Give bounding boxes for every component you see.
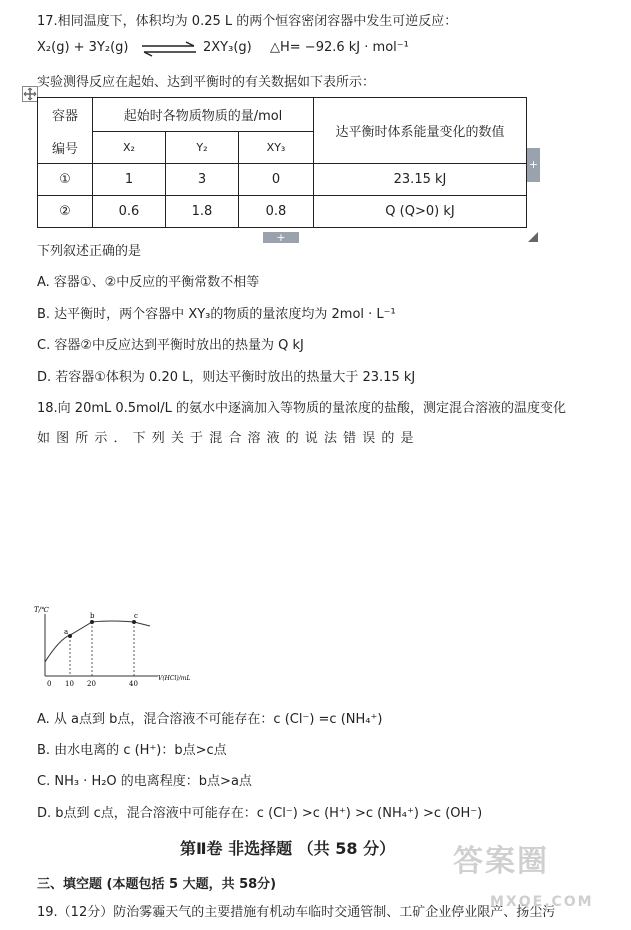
graph-label-a: a (64, 628, 69, 636)
q18-stem-line2: 如 图 所 示 ． 下 列 关 于 混 合 溶 液 的 说 法 错 误 的 是 (37, 431, 415, 446)
graph-xtick: 40 (129, 680, 138, 688)
table-row: ② 0.6 1.8 0.8 Q (Q>0) kJ (38, 196, 527, 228)
graph-label-c: c (134, 612, 138, 620)
equilibrium-arrow-icon (140, 42, 198, 56)
graph-ylabel: T/℃ (34, 606, 49, 614)
temperature-volume-graph (30, 602, 191, 690)
graph-point-c (132, 620, 136, 624)
q17-option-a: A. 容器①、②中反应的平衡常数不相等 (37, 275, 260, 290)
q17-intro: 实验测得反应在起始、达到平衡时的有关数据如下表所示： (37, 75, 376, 90)
q17-option-c: C. 容器②中反应达到平衡时放出的热量为 Q kJ (37, 338, 304, 353)
q17-option-b: B. 达平衡时，两个容器中 XY₃的物质的量浓度均为 2mol · L⁻¹ (37, 307, 396, 322)
table-add-column-button[interactable]: + (527, 148, 540, 182)
section2-title: 第Ⅱ卷 非选择题 （共 58 分） (180, 839, 396, 858)
graph-point-b (90, 620, 94, 624)
q17-enthalpy: △H= −92.6 kJ · mol⁻¹ (270, 40, 409, 55)
graph-xtick: 20 (87, 680, 96, 688)
graph-xtick: 0 (47, 680, 52, 688)
watermark-url: MXQE.COM (490, 894, 594, 910)
graph-xlabel: V(HCl)/mL (158, 675, 191, 682)
graph-xtick: 10 (65, 680, 74, 688)
watermark-logo: 答案圈 (453, 844, 549, 879)
graph-point-a (68, 634, 72, 638)
q17-data-table (37, 97, 527, 228)
table-header-change: 达平衡时体系能量变化的数值 (314, 98, 527, 164)
q18-option-c: C. NH₃ · H₂O 的电离程度：b点>a点 (37, 774, 252, 789)
table-header-xy3: XY₃ (239, 132, 314, 164)
q17-equation-left: X₂(g) + 3Y₂(g) (37, 40, 129, 55)
q17-option-d: D. 若容器①体积为 0.20 L，则达平衡时放出的热量大于 23.15 kJ (37, 370, 416, 385)
table-resize-handle-icon[interactable] (528, 232, 538, 242)
q18-stem-line1: 18.向 20mL 0.5mol/L 的氨水中逐滴加入等物质的量浓度的盐酸，测定混合溶液的温度变化 (37, 401, 567, 416)
q17-stem: 17.相同温度下，体积均为 0.25 L 的两个恒容密闭容器中发生可逆反应： (37, 14, 458, 29)
section2-subtitle: 三、填空题 (本题包括 5 大题，共 58分) (37, 877, 277, 892)
table-add-row-button[interactable]: + (263, 232, 299, 243)
q18-option-a: A. 从 a点到 b点，混合溶液不可能存在：c (Cl⁻) =c (NH₄⁺) (37, 712, 383, 727)
table-header-container: 容器 编号 (38, 98, 93, 164)
q17-equation-right: 2XY₃(g) (203, 40, 252, 55)
table-row: ① 1 3 0 23.15 kJ (38, 164, 527, 196)
table-move-handle-icon[interactable] (22, 86, 38, 102)
q18-option-d: D. b点到 c点，混合溶液中可能存在：c (Cl⁻) >c (H⁺) >c (NH₄⁺) >c (OH⁻) (37, 806, 483, 821)
table-header-start: 起始时各物质物质的量/mol (93, 98, 314, 132)
q19-stem: 19.（12分）防治雾霾天气的主要措施有机动车临时交通管制、工矿企业停业限产、扬尘污 (37, 905, 556, 920)
table-header-y2: Y₂ (166, 132, 239, 164)
graph-label-b: b (90, 612, 95, 620)
q17-prompt: 下列叙述正确的是 (37, 244, 142, 259)
q18-option-b: B. 由水电离的 c (H⁺)：b点>c点 (37, 743, 227, 758)
table-header-x2: X₂ (93, 132, 166, 164)
